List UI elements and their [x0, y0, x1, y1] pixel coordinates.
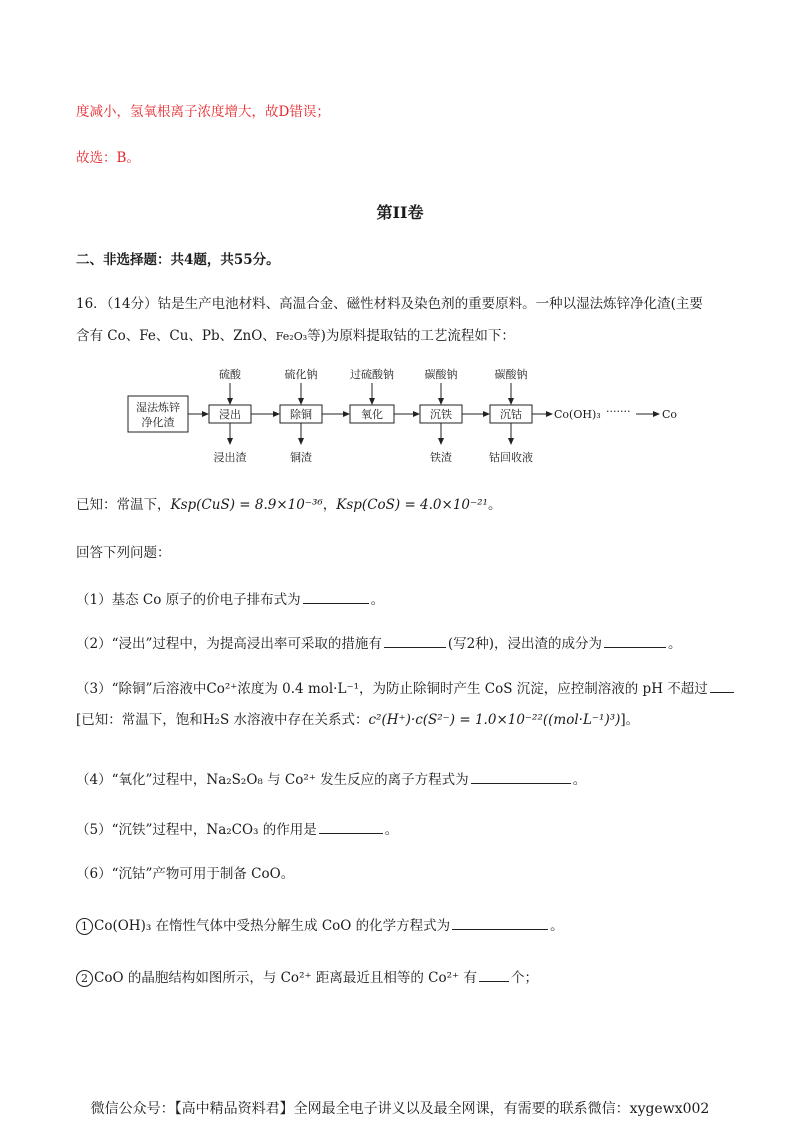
reagent-label-1: 硫酸	[219, 368, 241, 381]
q2-text-b: (写2种)，浸出渣的成分为	[447, 636, 603, 652]
answer-blank[interactable]	[479, 968, 509, 982]
step-label-1: 浸出	[219, 408, 241, 421]
known-suffix: 。	[487, 497, 502, 513]
section-title: 第II卷	[376, 203, 424, 222]
process-flow-diagram	[120, 362, 700, 470]
q6-1-text: Co(OH)₃ 在惰性气体中受热分解生成 CoO 的化学方程式为	[94, 918, 451, 934]
step-label-5: 沉钴	[500, 408, 522, 421]
q4-text-b: Na₂S₂O₈ 与 Co²⁺ 发生反应的离子方程式为	[206, 772, 469, 788]
q5-text: （5）“沉铁”过程中，Na₂CO₃ 的作用是	[76, 822, 317, 838]
q16-intro-line1: 16．（14分）钴是生产电池材料、高温合金、磁性材料及染色剂的重要原料。一种以湿法炼锌净化渣(主要	[76, 296, 703, 312]
answer-blank[interactable]	[384, 634, 446, 648]
step-label-4: 沉铁	[430, 408, 452, 421]
q16-intro-text-a: 含有 Co、Fe、Cu、Pb、ZnO、	[76, 328, 276, 344]
byproduct-label-5: 钴回收液	[489, 451, 533, 464]
footer-wechat-notice: 微信公众号：【高中精品资料君】全网最全电子讲义以及最全网课，有需要的联系微信：xygewx002	[90, 1101, 710, 1117]
subquestion-1	[76, 590, 384, 610]
known-prefix: 已知：常温下，	[76, 497, 171, 513]
reagent-label-3: 过硫酸钠	[350, 368, 394, 381]
q1-end: 。	[370, 592, 385, 608]
q4-text-a: （4）“氧化”过程中，	[76, 772, 207, 788]
byproduct-label-1: 浸出渣	[213, 451, 247, 464]
q4-end: 。	[572, 772, 587, 788]
answer-blank[interactable]	[710, 679, 734, 693]
subquestion-6: （6）“沉钴”产物可用于制备 CoO。	[76, 866, 295, 882]
circled-number-2: 2	[76, 970, 93, 987]
q6-2-text: CoO 的晶胞结构如图所示，与 Co²⁺ 距离最近且相等的 Co²⁺ 有	[94, 970, 477, 986]
byproduct-label-2: 铜渣	[290, 451, 312, 464]
raw-material-label-2: 净化渣	[141, 416, 175, 429]
final-product: Co	[662, 408, 678, 421]
subquestion-3	[76, 679, 736, 699]
raw-material-label-1: 湿法炼锌	[136, 401, 180, 414]
q6-2-end: 个；	[510, 970, 538, 986]
fe2o3-formula: Fe₂O₃	[275, 330, 308, 343]
reagent-label-5: 碳酸钠	[494, 368, 528, 381]
subquestion-2	[76, 634, 682, 654]
step-label-3: 氧化	[361, 408, 383, 421]
subquestion-4	[76, 770, 586, 790]
circled-number-1: 1	[76, 918, 93, 935]
q6-1-end: 。	[550, 918, 564, 934]
q2-text-a: （2）“浸出”过程中，为提高浸出率可采取的措施有	[76, 636, 382, 652]
q1-text: （1）基态 Co 原子的价电子排布式为	[76, 592, 301, 608]
subquestion-3-cont	[76, 710, 639, 730]
subquestion-5	[76, 820, 398, 840]
flow-dots: ·······	[606, 405, 631, 418]
byproduct-label-4: 铁渣	[430, 451, 452, 464]
answer-blank[interactable]	[303, 590, 369, 604]
answer-blank[interactable]	[452, 916, 548, 930]
answer-blank[interactable]	[319, 820, 383, 834]
q5-end: 。	[384, 822, 399, 838]
answer-prompt: 回答下列问题：	[76, 545, 171, 561]
part-heading: 二、非选择题：共4题，共55分。	[76, 252, 280, 268]
answer-choice-line: 故选：B。	[76, 150, 140, 166]
q16-intro-line2	[76, 326, 515, 347]
reagent-label-4: 碳酸钠	[424, 368, 458, 381]
known-sep: ，	[322, 497, 337, 513]
answer-blank[interactable]	[604, 634, 666, 648]
answer-text-line: 度减小，氢氧根离子浓度增大，故D错误；	[76, 104, 330, 120]
reagent-label-2: 硫化钠	[284, 368, 318, 381]
step-label-2: 除铜	[290, 408, 312, 421]
q3-equation: c²(H⁺)·c(S²⁻) = 1.0×10⁻²²((mol·L⁻¹)³)	[368, 712, 621, 728]
q3-end: ]。	[620, 712, 640, 728]
known-line	[76, 495, 501, 515]
q3-text-a: （3）“除铜”后溶液中Co²⁺浓度为 0.4 mol·L⁻¹，为防止除铜时产生 CoS 沉淀，应控制溶液的 pH 不超过	[76, 681, 708, 697]
ksp-cos: Ksp(CoS) = 4.0×10⁻²¹	[336, 497, 488, 513]
ksp-cus: Ksp(CuS) = 8.9×10⁻³⁶	[170, 497, 323, 513]
subquestion-6-1	[76, 916, 564, 936]
q3-text-b: [已知：常温下，饱和H₂S 水溶液中存在关系式：	[76, 712, 369, 728]
subquestion-6-2	[76, 968, 538, 988]
intermediate-product: Co(OH)₃	[554, 408, 601, 421]
q16-intro-text-b: 等)为原料提取钴的工艺流程如下：	[307, 328, 515, 344]
answer-blank[interactable]	[471, 770, 571, 784]
q2-end: 。	[668, 636, 682, 652]
